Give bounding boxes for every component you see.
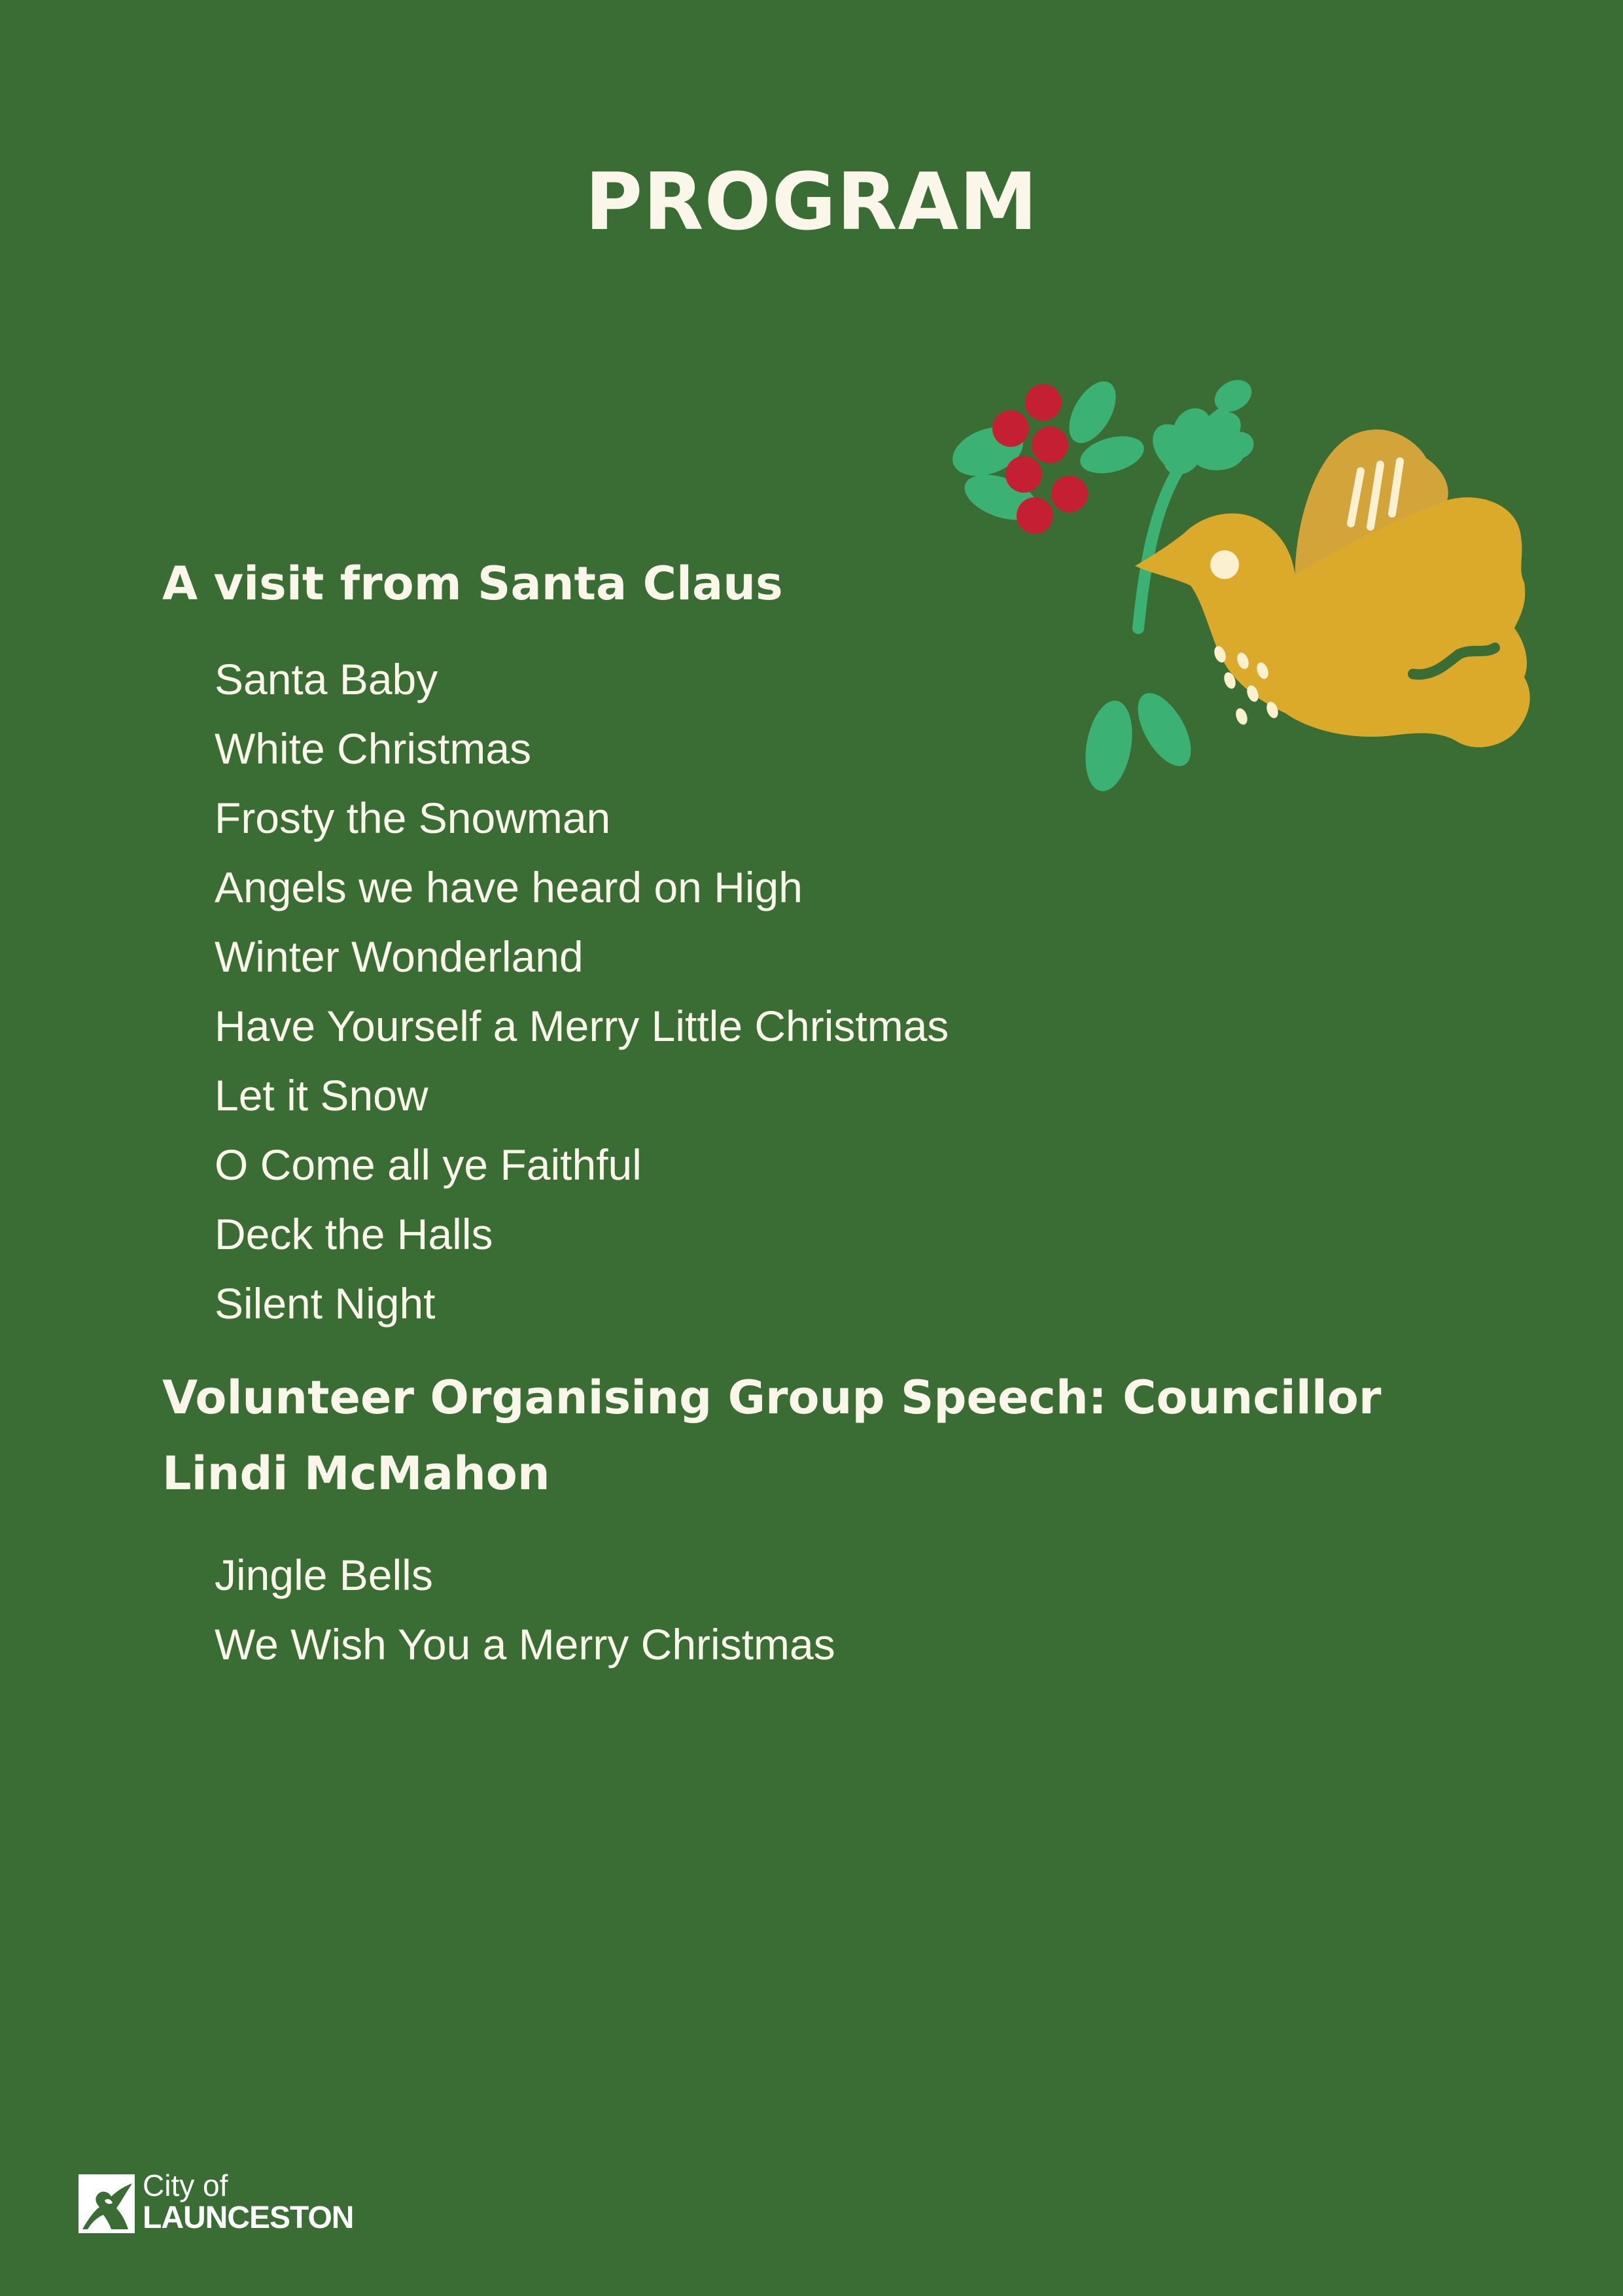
- list-item: Have Yourself a Merry Little Christmas: [215, 1002, 949, 1050]
- list-item: Let it Snow: [215, 1071, 428, 1120]
- song-list: [215, 645, 949, 1338]
- list-item: White Christmas: [215, 724, 532, 773]
- page-title: PROGRAM: [585, 157, 1038, 248]
- list-item: Silent Night: [215, 1279, 436, 1328]
- city-of-launceston-logo: [79, 2168, 366, 2236]
- logo-text-city-of: City of: [143, 2168, 228, 2202]
- list-item: Angels we have heard on High: [215, 863, 803, 911]
- section-heading-santa-visit: A visit from Santa Claus: [162, 557, 783, 610]
- section-heading-speech: Volunteer Organising Group Speech: Councillor Lindi McMahon: [162, 1371, 1382, 1500]
- list-item: O Come all ye Faithful: [215, 1140, 642, 1189]
- list-item: We Wish You a Merry Christmas: [215, 1620, 835, 1669]
- logo-text-launceston: LAUNCESTON: [143, 2200, 354, 2235]
- list-item: Jingle Bells: [215, 1551, 433, 1599]
- list-item: Winter Wonderland: [215, 932, 584, 981]
- song-list: [215, 1540, 835, 1679]
- list-item: Santa Baby: [215, 655, 438, 703]
- list-item: Deck the Halls: [215, 1210, 493, 1258]
- city-of-launceston-logo-icon: [79, 2174, 135, 2233]
- list-item: Frosty the Snowman: [215, 794, 611, 842]
